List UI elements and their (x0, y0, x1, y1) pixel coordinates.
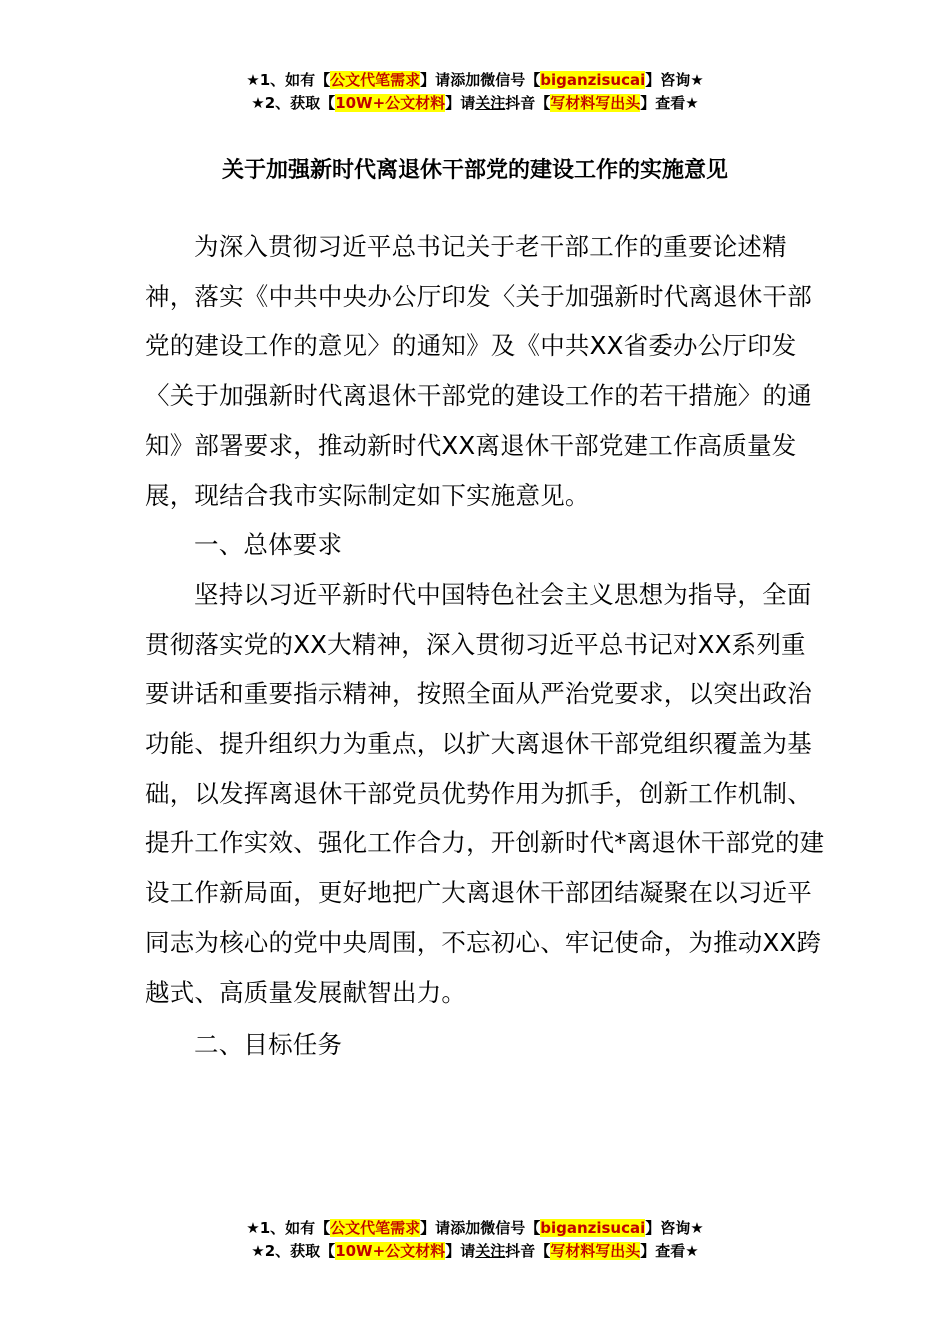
banner-text: 】请 (445, 94, 476, 112)
douyin-account-highlight: 写材料写出头 (550, 1242, 641, 1260)
banner-text: 】咨询★ (645, 1219, 704, 1237)
banner-highlight: 公文代笔需求 (330, 71, 421, 89)
wechat-id-highlight: biganzisucai (540, 1219, 646, 1237)
banner-text: 】查看★ (640, 1242, 699, 1260)
banner-text: ★1、如有【 (246, 1219, 331, 1237)
banner-text: 关注 (475, 94, 506, 112)
banner-text: 】咨询★ (645, 71, 704, 89)
banner-text: 抖音【 (505, 94, 551, 112)
banner-text: 】请 (445, 1242, 476, 1260)
banner-line-2 (0, 1240, 950, 1263)
banner-text: ★1、如有【 (246, 71, 331, 89)
banner-line-2 (0, 92, 950, 115)
document-body (145, 222, 825, 1070)
document-title: 关于加强新时代离退休干部党的建设工作的实施意见 (221, 158, 728, 183)
banner-text: 】查看★ (640, 94, 699, 112)
banner-text: 】请 (420, 1219, 451, 1237)
banner-highlight: 10W+公文材料 (335, 94, 446, 112)
banner-line-1 (0, 1217, 950, 1240)
banner-text: 微信号【 (480, 71, 541, 89)
banner-text: 关注 (475, 1242, 506, 1260)
section-heading-1: 一、总体要求 (194, 530, 343, 560)
banner-text: 添加 (450, 1219, 481, 1237)
banner-text: 微信号【 (480, 1219, 541, 1237)
banner-text: ★2、获取【 (251, 1242, 336, 1260)
banner-text: 添加 (450, 71, 481, 89)
douyin-account-highlight: 写材料写出头 (550, 94, 641, 112)
banner-text: 抖音【 (505, 1242, 551, 1260)
footer-banner (0, 1217, 950, 1263)
paragraph-general-requirements: 坚持以习近平新时代中国特色社会主义思想为指导，全面贯彻落实党的XX大精神，深入贯彻习近平总书记对XX系列重要讲话和重要指示精神，按照全面从严治党要求，以突出政治功能、提升组织力为重点，以扩大离退休干部党组织覆盖为基础，以发挥离退休干部党员优势作用为抓手，创新工作机制、提升工作实效、强化工作合力，开创新时代*离退休干部党的建设工作新局面，更好地把广大离退休干部团结凝聚在以习近平同志为核心的党中央周围，不忘初心、牢记使命，为推动XX跨越式、高质量发展献智出力。 (145, 579, 825, 1007)
banner-highlight: 10W+公文材料 (335, 1242, 446, 1260)
banner-text: ★2、获取【 (251, 94, 336, 112)
wechat-id-highlight: biganzisucai (540, 71, 646, 89)
section-heading-2: 二、目标任务 (194, 1030, 343, 1060)
banner-line-1 (0, 69, 950, 92)
banner-highlight: 公文代笔需求 (330, 1219, 421, 1237)
header-banner (0, 69, 950, 115)
banner-text: 】请 (420, 71, 451, 89)
paragraph-intro: 为深入贯彻习近平总书记关于老干部工作的重要论述精神，落实《中共中央办公厅印发〈关于加强新时代离退休干部党的建设工作的意见〉的通知》及《中共XX省委办公厅印发〈关于加强新时代离退休干部党的建设工作的若干措施〉的通知》部署要求，推动新时代XX离退休干部党建工作高质量发展，现结合我市实际制定如下实施意见。 (145, 232, 812, 510)
